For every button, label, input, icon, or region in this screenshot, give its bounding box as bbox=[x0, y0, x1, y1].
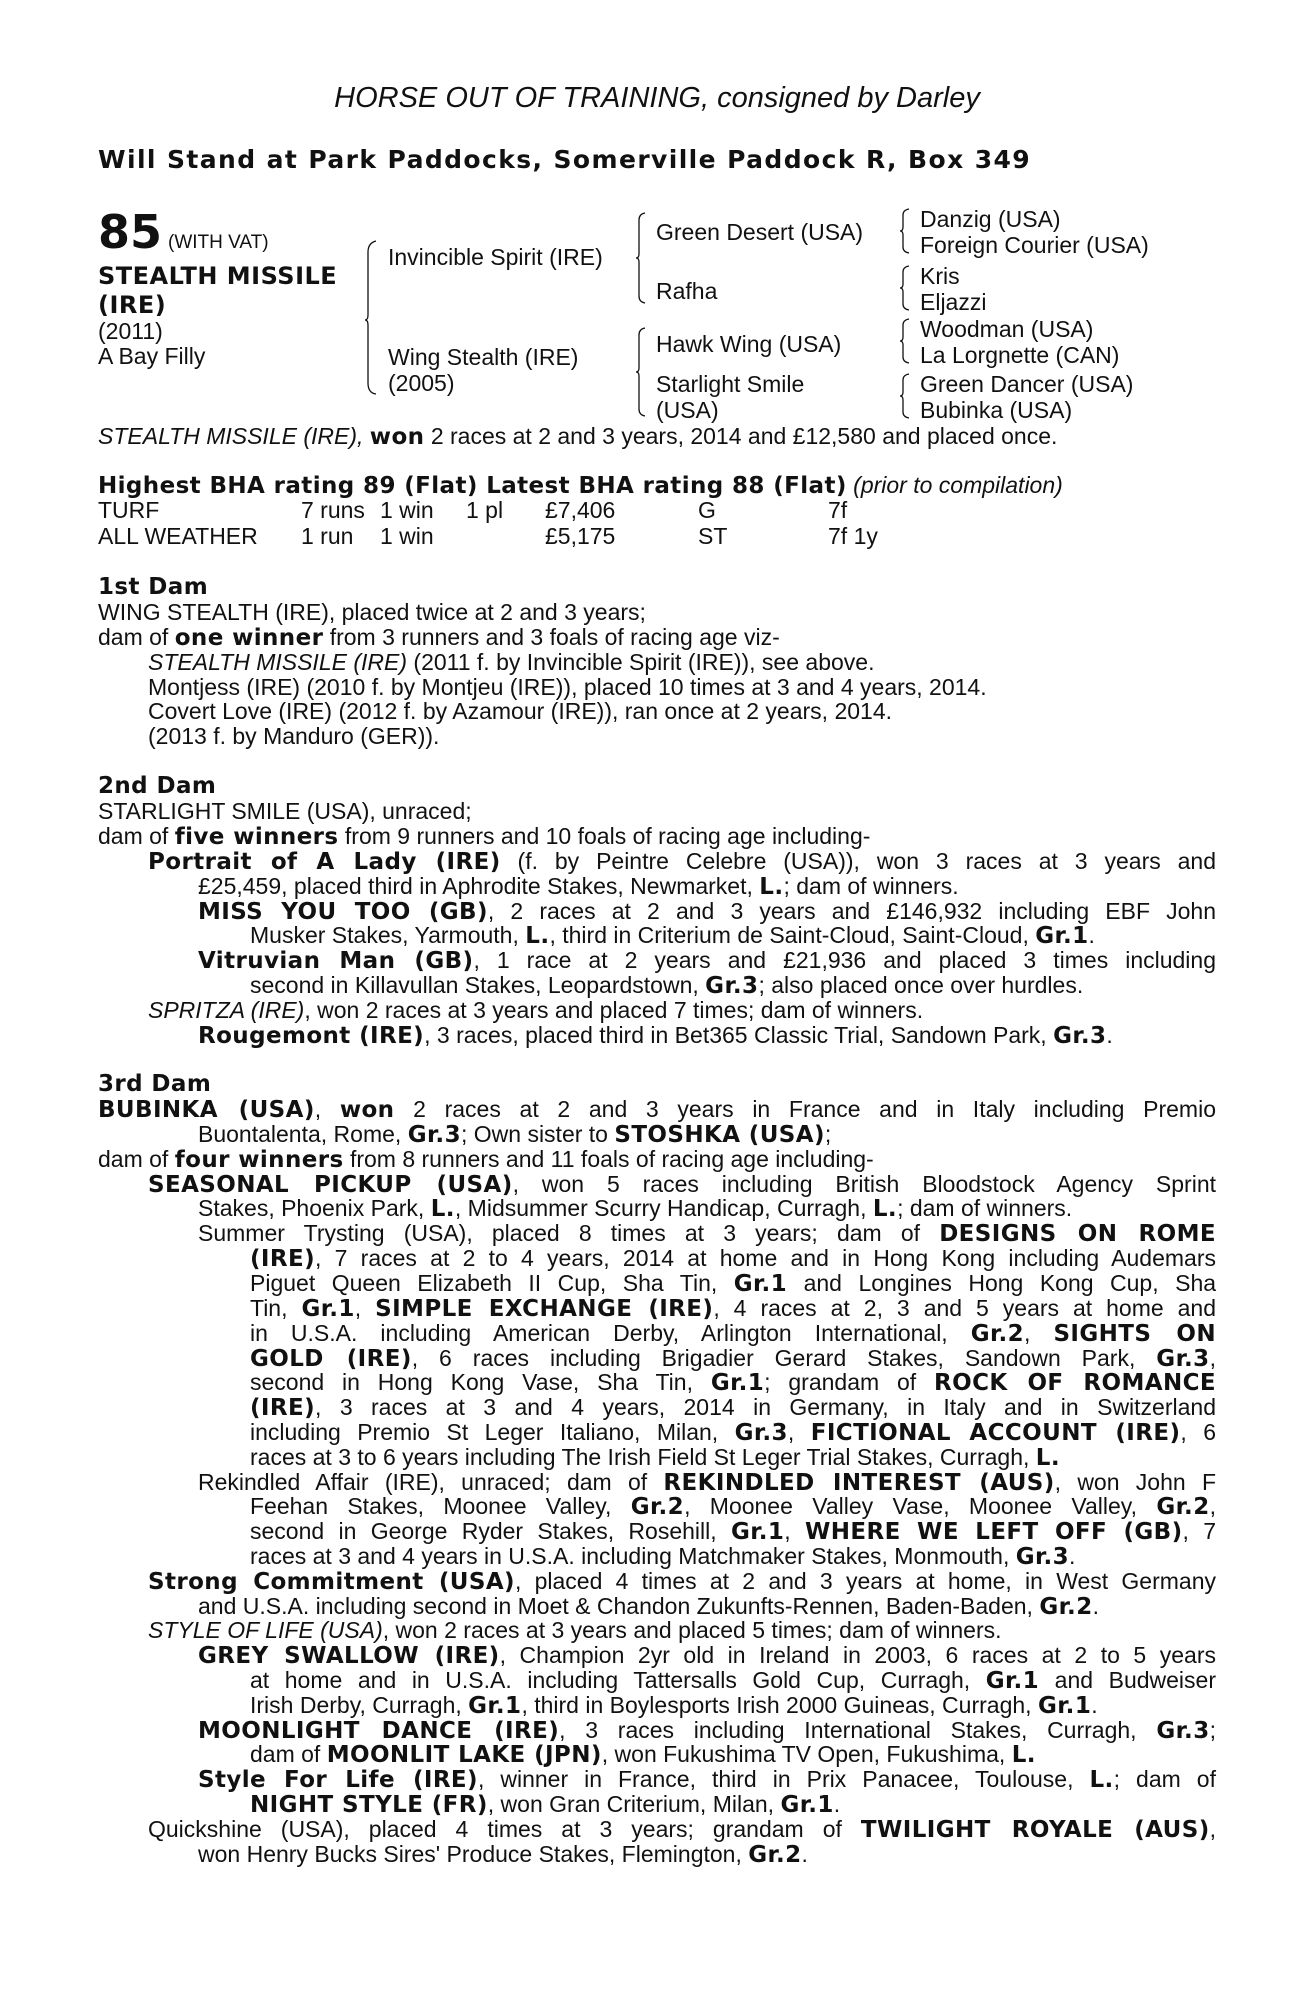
horse-name-line2: (IRE) bbox=[98, 291, 167, 319]
dam-dam-line2: (USA) bbox=[656, 397, 719, 423]
produce-item-cont: second in Killavullan Stakes, Leopardstown, Gr.3; also placed once over hurdles. bbox=[250, 972, 1084, 999]
produce-item: Rekindled Affair (IRE), unraced; dam of REKINDLED INTEREST (AUS), won John F bbox=[198, 1469, 1216, 1496]
horse-name-line1: STEALTH MISSILE bbox=[98, 262, 338, 290]
produce-item-cont: second in Hong Kong Vase, Sha Tin, Gr.1; grandam of ROCK OF ROMANCE bbox=[250, 1369, 1216, 1396]
aw-surface: ALL WEATHER bbox=[98, 523, 258, 549]
sire: Invincible Spirit (IRE) bbox=[388, 244, 603, 270]
aw-runs: 1 run bbox=[301, 523, 354, 549]
aw-prize: £5,175 bbox=[545, 523, 616, 549]
pedigree-bracket-dam bbox=[636, 327, 646, 417]
produce-item-cont: dam of MOONLIT LAKE (JPN), won Fukushima TV Open, Fukushima, L. bbox=[250, 1741, 1036, 1768]
turf-surface: TURF bbox=[98, 497, 160, 523]
produce-item: Rougemont (IRE), 3 races, placed third in Bet365 Classic Trial, Sandown Park, Gr.3. bbox=[198, 1022, 1113, 1049]
produce-item: Summer Trysting (USA), placed 8 times at 3 years; dam of DESIGNS ON ROME bbox=[198, 1220, 1217, 1247]
turf-going: G bbox=[698, 497, 716, 523]
first-dam-produce-summary: dam of one winner from 3 runners and 3 foals of racing age viz- bbox=[98, 624, 780, 651]
produce-item-cont: £25,459, placed third in Aphrodite Stakes, Newmarket, L.; dam of winners. bbox=[198, 873, 959, 900]
gg-6: La Lorgnette (CAN) bbox=[920, 342, 1120, 368]
produce-item-cont: won Henry Bucks Sires' Produce Stakes, Flemington, Gr.2. bbox=[198, 1841, 808, 1868]
page-title: HORSE OUT OF TRAINING, consigned by Darley bbox=[334, 82, 980, 114]
produce-item-cont: including Premio St Leger Italiano, Milan, Gr.3, FICTIONAL ACCOUNT (IRE), 6 bbox=[250, 1419, 1216, 1446]
turf-placed: 1 pl bbox=[466, 497, 504, 523]
produce-item-cont: at home and in U.S.A. including Tattersalls Gold Cup, Curragh, Gr.1 and Budweiser bbox=[250, 1667, 1216, 1694]
produce-item-cont: Tin, Gr.1, SIMPLE EXCHANGE (IRE), 4 races at 2, 3 and 5 years at home and bbox=[250, 1295, 1217, 1322]
produce-item-cont: in U.S.A. including American Derby, Arlington International, Gr.2, SIGHTS ON bbox=[250, 1320, 1217, 1347]
produce-item: Portrait of A Lady (IRE) (f. by Peintre Celebre (USA)), won 3 races at 3 years and bbox=[148, 848, 1217, 875]
sire-dam: Rafha bbox=[656, 278, 718, 304]
produce-item-cont: Musker Stakes, Yarmouth, L., third in Criterium de Saint-Cloud, Saint-Cloud, Gr.1. bbox=[250, 922, 1095, 949]
produce-item: SPRITZA (IRE), won 2 races at 3 years and placed 7 times; dam of winners. bbox=[148, 997, 924, 1023]
rating-line: Highest BHA rating 89 (Flat) Latest BHA rating 88 (Flat) (prior to compilation) bbox=[98, 472, 1063, 499]
third-dam-heading: 3rd Dam bbox=[98, 1071, 212, 1097]
produce-item-cont: races at 3 and 4 years in U.S.A. including Matchmaker Stakes, Monmouth, Gr.3. bbox=[250, 1543, 1076, 1570]
gg-bracket-2 bbox=[900, 265, 910, 311]
produce-item-cont: (IRE), 3 races at 3 and 4 years, 2014 in Germany, in Italy and in Switzerland bbox=[250, 1394, 1216, 1421]
pedigree-bracket-sire bbox=[636, 212, 646, 304]
gg-2: Foreign Courier (USA) bbox=[920, 232, 1149, 258]
second-dam-heading: 2nd Dam bbox=[98, 773, 217, 799]
turf-distance: 7f bbox=[828, 497, 848, 523]
dam-year: (2005) bbox=[388, 370, 455, 396]
produce-item: Style For Life (IRE), winner in France, third in Prix Panacee, Toulouse, L.; dam of bbox=[198, 1766, 1216, 1793]
vat-note: (WITH VAT) bbox=[168, 232, 269, 253]
produce-item-cont: NIGHT STYLE (FR), won Gran Criterium, Milan, Gr.1. bbox=[250, 1791, 841, 1818]
produce-item: Covert Love (IRE) (2012 f. by Azamour (IRE)), ran once at 2 years, 2014. bbox=[148, 698, 892, 724]
produce-item: (2013 f. by Manduro (GER)). bbox=[148, 723, 440, 749]
gg-7: Green Dancer (USA) bbox=[920, 371, 1134, 397]
gg-bracket-4 bbox=[900, 373, 910, 419]
gg-3: Kris bbox=[920, 263, 960, 289]
dam-sire: Hawk Wing (USA) bbox=[656, 331, 842, 357]
gg-bracket-3 bbox=[900, 318, 910, 364]
produce-item-cont: (IRE), 7 races at 2 to 4 years, 2014 at home and in Hong Kong including Audemars bbox=[250, 1245, 1216, 1272]
third-dam-produce-summary: dam of four winners from 8 runners and 11 foals of racing age including- bbox=[98, 1146, 874, 1173]
aw-wins: 1 win bbox=[380, 523, 434, 549]
first-dam-line: WING STEALTH (IRE), placed twice at 2 and 3 years; bbox=[98, 599, 646, 625]
aw-going: ST bbox=[698, 523, 728, 549]
produce-item: STYLE OF LIFE (USA), won 2 races at 3 years and placed 5 times; dam of winners. bbox=[148, 1617, 1002, 1643]
aw-distance: 7f 1y bbox=[828, 523, 878, 549]
lot-number: 85 bbox=[98, 205, 163, 259]
pedigree-bracket-main bbox=[365, 240, 377, 395]
gg-8: Bubinka (USA) bbox=[920, 397, 1073, 423]
stable-location: Will Stand at Park Paddocks, Somerville Paddock R, Box 349 bbox=[98, 145, 1032, 174]
sire-sire: Green Desert (USA) bbox=[656, 219, 864, 245]
produce-item: Montjess (IRE) (2010 f. by Montjeu (IRE)), placed 10 times at 3 and 4 years, 2014. bbox=[148, 674, 987, 700]
gg-4: Eljazzi bbox=[920, 289, 987, 315]
produce-item: Strong Commitment (USA), placed 4 times at 2 and 3 years at home, in West Germany bbox=[148, 1568, 1216, 1595]
turf-runs: 7 runs bbox=[301, 497, 365, 523]
produce-item: GREY SWALLOW (IRE), Champion 2yr old in Ireland in 2003, 6 races at 2 to 5 years bbox=[198, 1642, 1216, 1669]
gg-bracket-1 bbox=[900, 208, 910, 254]
horse-year: (2011) bbox=[98, 318, 163, 344]
produce-item: SEASONAL PICKUP (USA), won 5 races including British Bloodstock Agency Sprint bbox=[148, 1171, 1216, 1198]
dam: Wing Stealth (IRE) bbox=[388, 344, 579, 370]
dam-dam-line1: Starlight Smile bbox=[656, 371, 805, 397]
turf-prize: £7,406 bbox=[545, 497, 616, 523]
turf-wins: 1 win bbox=[380, 497, 434, 523]
lot-number-row bbox=[98, 205, 269, 259]
produce-item: MISS YOU TOO (GB), 2 races at 2 and 3 years and £146,932 including EBF John bbox=[198, 898, 1217, 925]
produce-item-cont: races at 3 to 6 years including The Irish Field St Leger Trial Stakes, Curragh, L. bbox=[250, 1444, 1060, 1471]
produce-item-cont: second in George Ryder Stakes, Rosehill, Gr.1, WHERE WE LEFT OFF (GB), 7 bbox=[250, 1518, 1217, 1545]
race-summary: STEALTH MISSILE (IRE), won 2 races at 2 and 3 years, 2014 and £12,580 and placed once. bbox=[98, 423, 1058, 450]
produce-item: MOONLIGHT DANCE (IRE), 3 races including International Stakes, Curragh, Gr.3; bbox=[198, 1717, 1216, 1744]
third-dam-line: BUBINKA (USA), won 2 races at 2 and 3 years in France and in Italy including Premio bbox=[98, 1096, 1216, 1123]
produce-item-cont: GOLD (IRE), 6 races including Brigadier Gerard Stakes, Sandown Park, Gr.3, bbox=[250, 1345, 1216, 1372]
produce-item-cont: Feehan Stakes, Moonee Valley, Gr.2, Moonee Valley Vase, Moonee Valley, Gr.2, bbox=[250, 1493, 1216, 1520]
produce-item: Vitruvian Man (GB), 1 race at 2 years and £21,936 and placed 3 times including bbox=[198, 947, 1216, 974]
horse-description: A Bay Filly bbox=[98, 343, 206, 369]
second-dam-line: STARLIGHT SMILE (USA), unraced; bbox=[98, 798, 472, 824]
produce-item-cont: Irish Derby, Curragh, Gr.1, third in Boylesports Irish 2000 Guineas, Curragh, Gr.1. bbox=[250, 1692, 1098, 1719]
produce-item-cont: and U.S.A. including second in Moet & Chandon Zukunfts-Rennen, Baden-Baden, Gr.2. bbox=[198, 1593, 1099, 1620]
gg-1: Danzig (USA) bbox=[920, 206, 1061, 232]
produce-item-cont: Stakes, Phoenix Park, L., Midsummer Scurry Handicap, Curragh, L.; dam of winners. bbox=[198, 1195, 1073, 1222]
first-dam-heading: 1st Dam bbox=[98, 574, 209, 600]
gg-5: Woodman (USA) bbox=[920, 316, 1094, 342]
produce-item: Quickshine (USA), placed 4 times at 3 years; grandam of TWILIGHT ROYALE (AUS), bbox=[148, 1816, 1217, 1843]
produce-item: STEALTH MISSILE (IRE) (2011 f. by Invincible Spirit (IRE)), see above. bbox=[148, 649, 875, 675]
second-dam-produce-summary: dam of five winners from 9 runners and 10 foals of racing age including- bbox=[98, 823, 871, 850]
third-dam-line-cont: Buontalenta, Rome, Gr.3; Own sister to STOSHKA (USA); bbox=[198, 1121, 832, 1148]
produce-item-cont: Piguet Queen Elizabeth II Cup, Sha Tin, Gr.1 and Longines Hong Kong Cup, Sha bbox=[250, 1270, 1217, 1297]
